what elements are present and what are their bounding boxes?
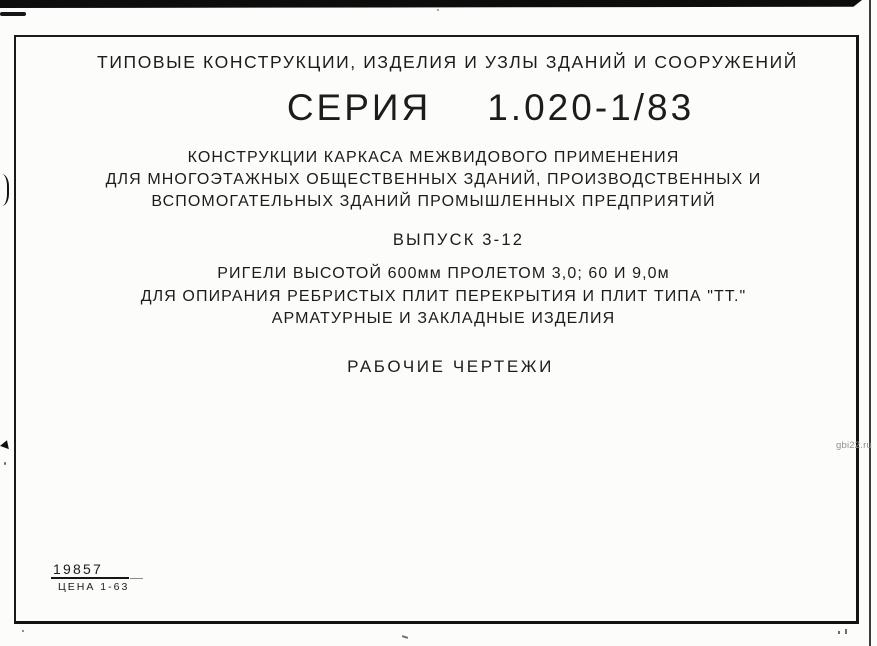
series-heading: [52, 87, 877, 129]
footer-code: 19857: [53, 561, 103, 577]
site-watermark: gbi22.ru: [836, 440, 872, 451]
subject-line-2: ДЛЯ МНОГОЭТАЖНЫХ ОБЩЕСТВЕННЫХ ЗДАНИЙ, ПРОИЗВОДСТВЕННЫХ И: [105, 171, 762, 188]
doc-type-label: РАБОЧИЕ ЧЕРТЕЖИ: [347, 357, 554, 376]
ink-speck: [22, 630, 24, 632]
margin-ink-mark: [0, 440, 9, 450]
contents-block: [5, 263, 877, 331]
footer-rule-extension: [130, 578, 143, 579]
ink-speck: [402, 635, 408, 639]
subject-line-3: ВСПОМОГАТЕЛЬНЫХ ЗДАНИЙ ПРОМЫШЛЕННЫХ ПРЕДПРИЯТИЙ: [151, 193, 716, 210]
footer-rule-line: [51, 577, 129, 579]
series-label: СЕРИЯ: [286, 87, 432, 128]
scan-edge-bar-top: [0, 0, 862, 8]
footer-price: ЦЕНА 1-63: [58, 581, 130, 593]
contents-line-1: РИГЕЛИ ВЫСОТОЙ 600мм ПРОЛЕТОМ 3,0; 60 И 9,0м: [217, 265, 670, 282]
ink-speck: [437, 9, 439, 11]
ink-speck: [845, 629, 847, 634]
scan-mark-dash: [0, 12, 26, 16]
contents-line-2: ДЛЯ ОПИРАНИЯ РЕБРИСТЫХ ПЛИТ ПЕРЕКРЫТИЯ И ПЛИТ ТИПА "ТТ.": [140, 287, 747, 305]
ink-speck: [838, 631, 840, 634]
document-title: ТИПОВЫЕ КОНСТРУКЦИИ, ИЗДЕЛИЯ И УЗЛЫ ЗДАНИЙ И СООРУЖЕНИЙ: [97, 52, 798, 72]
ink-speck: [4, 462, 6, 465]
subject-line-1: КОНСТРУКЦИИ КАРКАСА МЕЖВИДОВОГО ПРИМЕНЕНИЯ: [187, 149, 680, 166]
series-number: 1.020-1/83: [487, 87, 695, 128]
contents-line-3: АРМАТУРНЫЕ И ЗАКЛАДНЫЕ ИЗДЕЛИЯ: [271, 310, 616, 327]
subject-block: [0, 147, 872, 213]
issue-label: ВЫПУСК 3-12: [392, 231, 525, 249]
